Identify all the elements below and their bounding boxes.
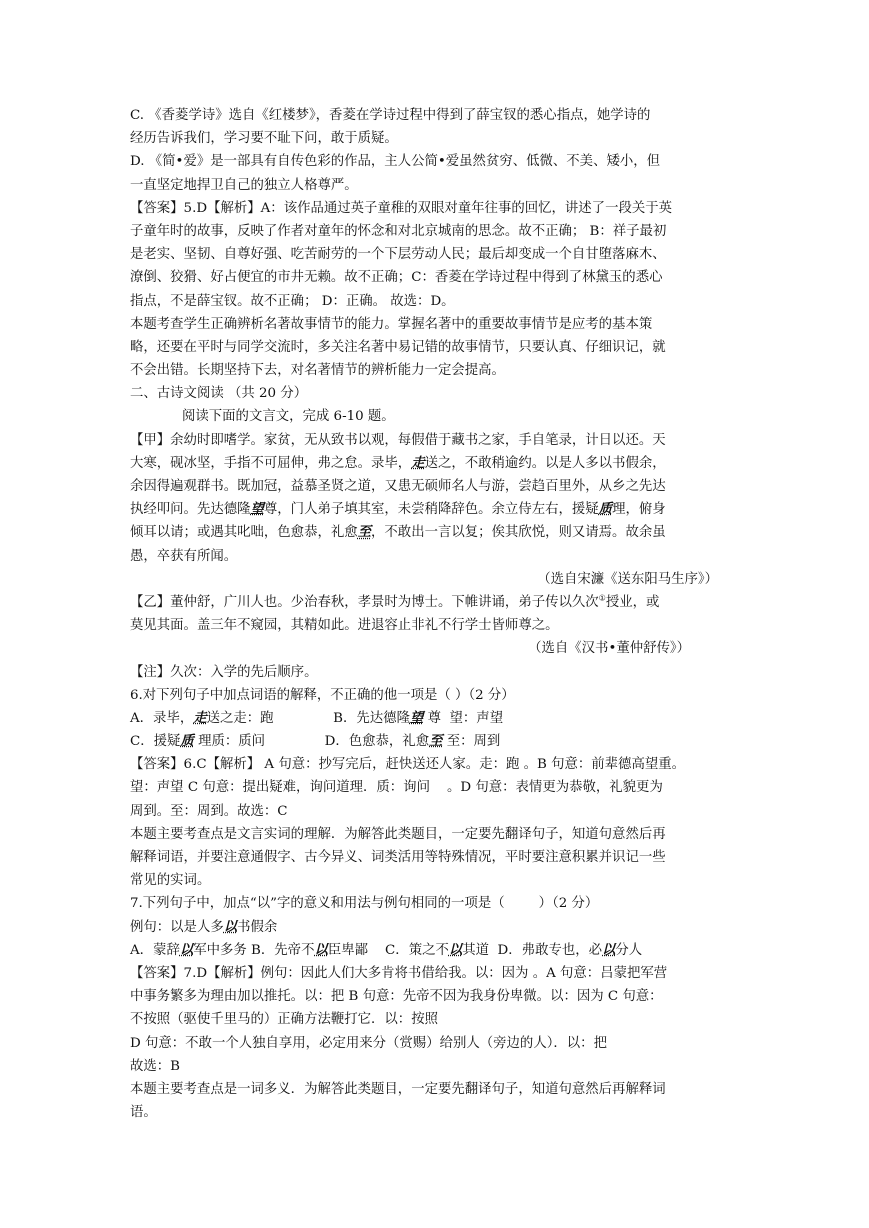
dotted-word: 望 xyxy=(250,501,264,518)
text-line: D. 《简•爱》是一部具有自传色彩的作品，主人公简•爱虽然贫穷、低微、不美、矮小，但 xyxy=(130,154,661,170)
text-line: 一直坚定地捍卫自己的独立人格尊严。 xyxy=(130,177,358,193)
text-segment: ，不敢出一言以复；俟其欣悦，则又请焉。故余虽 xyxy=(371,525,666,541)
dotted-word: 质 xyxy=(598,501,613,518)
section-heading: 二、古诗文阅读 （共 20 分） xyxy=(130,386,308,402)
text-segment: A．蒙辞 xyxy=(130,942,180,958)
text-segment: 至：周到 xyxy=(442,734,501,750)
text-line: 经历告诉我们，学习要不耻下问，敢于质疑。 xyxy=(130,131,398,147)
dotted-word: 以 xyxy=(179,941,194,958)
dotted-word: 以 xyxy=(448,941,463,958)
dotted-word: 走 xyxy=(193,709,207,726)
option-line xyxy=(130,939,740,962)
source-citation: （选自宋濂《送东阳马生序》） xyxy=(537,571,718,587)
text-line: 中事务繁多为理由加以推托。以：把 B 句意：先帝不因为我身份卑微。以：因为 C 句意： xyxy=(130,989,663,1005)
example-line xyxy=(130,916,740,939)
dotted-word: 以 xyxy=(314,941,328,958)
text-segment: C．援疑 xyxy=(130,734,181,750)
text-line: 潦倒、狡猾、好占便宜的市井无赖。故不正确；C：香菱在学诗过程中得到了林黛玉的悉心 xyxy=(130,270,663,286)
dotted-word: 以 xyxy=(602,941,616,958)
instruction-line: 阅读下面的文言文，完成 6-10 题。 xyxy=(182,409,395,425)
text-line: 常见的实词。 xyxy=(130,873,211,889)
dotted-word: 以 xyxy=(223,918,238,935)
document-page xyxy=(130,104,740,1124)
text-line: C. 《香菱学诗》选自《红楼梦》，香菱在学诗过程中得到了薛宝钗的悉心指点，她学诗的 xyxy=(130,108,651,123)
text-segment: 尊 望：声望 xyxy=(423,710,504,726)
text-segment: 理，俯身 xyxy=(612,502,666,518)
answer-line: 【答案】7.D【解析】例句：因此人们大多肯将书借给我。以：因为 。A 句意：吕蒙把军营 xyxy=(130,965,668,981)
question-line: 6.对下列句子中加点词语的解释，不正确的他一项是（ ）（2 分） xyxy=(130,687,515,703)
text-segment: 授业，或 xyxy=(605,594,660,610)
answer-line: 【答案】5.D【解析】A：该作品通过英子童稚的双眼对童年往事的回忆，讲述了一段关于英 xyxy=(130,200,673,216)
text-segment: 例句：以是人多 xyxy=(130,919,224,935)
option-line xyxy=(130,730,740,753)
footnote-marker: ① xyxy=(598,593,606,603)
text-segment: A．录毕， xyxy=(130,710,194,726)
text-segment: 送之走：跑 B．先达德隆 xyxy=(206,710,410,726)
dotted-word: 至 xyxy=(357,524,372,541)
note-line: 【注】久次：入学的先后顺序。 xyxy=(130,664,318,680)
text-segment: 倾耳以请；或遇其叱咄，色愈恭，礼愈 xyxy=(130,525,358,541)
text-line: 本题考查学生正确辨析名著故事情节的能力。掌握名著中的重要故事情节是应考的基本策 xyxy=(130,316,653,332)
text-segment: 分人 xyxy=(615,942,643,958)
text-segment: 书假余 xyxy=(237,919,278,935)
text-line: 本题主要考查点是一词多义．为解答此类题目，一定要先翻译句子，知道句意然后再解释词 xyxy=(130,1081,666,1097)
dotted-word: 走 xyxy=(411,454,425,471)
text-line: 故选：B xyxy=(130,1058,181,1074)
text-line: 指点，不是薛宝钗。故不正确； D：正确。 故选：D。 xyxy=(130,293,455,309)
text-segment: 其道 D．弗敢专也，必 xyxy=(462,942,603,958)
text-line: D 句意：不敢一个人独自享用，必定用来分（赏赐）给别人（旁边的人）．以：把 xyxy=(130,1035,607,1051)
passage-line: 莫见其面。盖三年不窥园，其精如此。进退容止非礼不行学士皆师尊之。 xyxy=(130,618,559,634)
text-line: 解释词语，并要注意通假字、古今异义、词类活用等特殊情况，平时要注意积累并识记一些 xyxy=(130,850,666,865)
text-segment: 执经叩问。先达德隆 xyxy=(130,502,251,518)
text-segment: 【乙】董仲舒，广川人也。少治春秋，孝景时为博士。下帷讲诵，弟子传以久次 xyxy=(130,594,599,610)
text-line: 不会出错。长期坚持下去，对名著情节的辨析能力一定会提高。 xyxy=(130,363,505,379)
option-line xyxy=(130,707,740,730)
text-segment: 理质：质问 D．色愈恭，礼愈 xyxy=(193,734,430,750)
text-segment: 送之，不敢稍逾约。以是人多以书假余， xyxy=(424,455,666,471)
source-citation: （选自《汉书•董仲舒传》） xyxy=(528,641,690,657)
text-segment: 尊，门人弟子填其室，未尝稍降辞色。余立侍左右，援疑 xyxy=(263,502,599,518)
answer-line: 【答案】6.C【解析】 A 句意：抄写完后，赶快送还人家。走：跑 。B 句意：前辈德高望重。 xyxy=(130,757,686,773)
text-segment: 臣卑鄙 C．策之不 xyxy=(327,942,449,958)
text-segment: 大寒，砚冰坚，手指不可屈伸，弗之怠。录毕， xyxy=(130,455,412,471)
text-line: 语。 xyxy=(130,1105,157,1121)
passage-line xyxy=(130,591,740,614)
dotted-word: 质 xyxy=(180,733,194,750)
passage-line xyxy=(130,498,740,521)
text-line: 子童年时的故事，反映了作者对童年的怀念和对北京城南的思念。故不正确； B：祥子最初 xyxy=(130,223,667,239)
question-line: 7.下列句子中，加点“以”字的意义和用法与例句相同的一项是（ ）（2 分） xyxy=(130,896,599,912)
text-line: 略，还要在平时与同学交流时，多关注名著中易记错的故事情节，只要认真、仔细识记，就 xyxy=(130,339,666,355)
passage-line: 余因得遍观群书。既加冠，益慕圣贤之道，又患无硕师名人与游，尝趋百里外，从乡之先达 xyxy=(130,479,666,494)
text-line: 望：声望 C 句意：提出疑难，询问道理．质：询问 。D 句意：表情更为恭敬，礼貌更为 xyxy=(130,780,663,796)
text-line: 是老实、坚韧、自尊好强、吃苦耐劳的一个下层劳动人民；最后却变成一个自甘堕落麻木、 xyxy=(130,247,666,263)
passage-line xyxy=(130,452,740,475)
text-line: 本题主要考查点是文言实词的理解．为解答此类题目，一定要先翻译句子，知道句意然后再 xyxy=(130,826,666,842)
text-line: 不按照（驱使千里马的）正确方法鞭打它．以：按照 xyxy=(130,1012,438,1028)
text-line: 周到。至：周到。故选：C xyxy=(130,803,288,819)
text-segment: 军中多务 B．先帝不 xyxy=(193,942,315,958)
dotted-word: 至 xyxy=(429,733,443,750)
passage-line xyxy=(130,521,740,544)
dotted-word: 望 xyxy=(409,709,424,726)
passage-line: 【甲】余幼时即嗜学。家贫，无从致书以观，每假借于藏书之家，手自笔录，计日以还。天 xyxy=(130,432,666,448)
passage-line: 愚，卒获有所闻。 xyxy=(130,548,238,564)
